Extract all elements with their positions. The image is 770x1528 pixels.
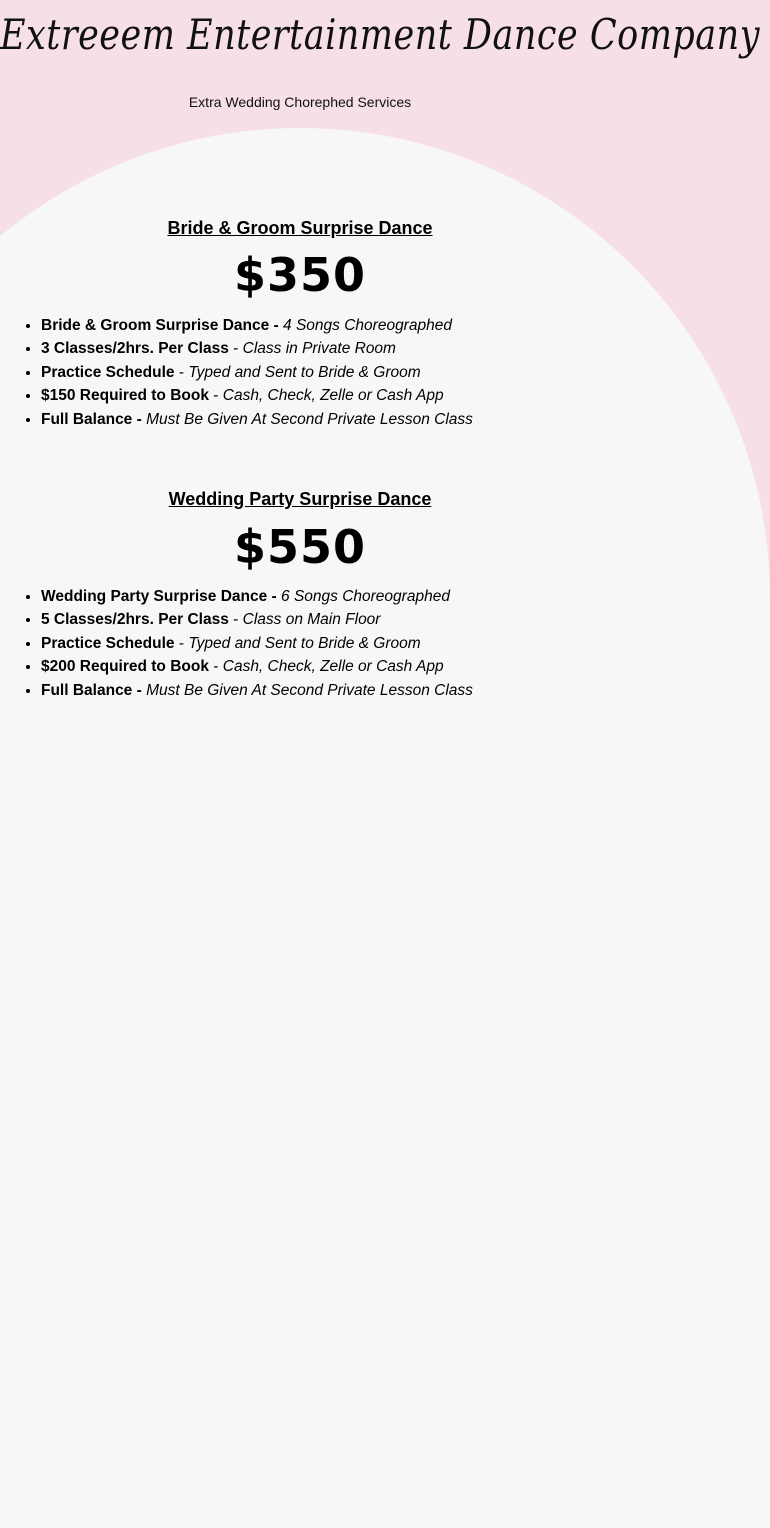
list-item: • $150 Required to Book - Cash, Check, Zelle or Cash App [41,384,473,407]
list-item: • Full Balance - Must Be Given At Second Private Lesson Class [41,679,473,702]
page-subtitle: Extra Wedding Chorephed Services [188,94,412,110]
list-item: • Wedding Party Surprise Dance - 6 Songs Choreographed [41,585,473,608]
list-item: • Full Balance - Must Be Given At Second Private Lesson Class [41,408,473,431]
company-title: Extreeem Entertainment Dance Company [0,12,760,60]
list-item: • Bride & Groom Surprise Dance - 4 Songs Choreographed [41,314,473,337]
feature-list-bride-groom [24,314,473,431]
list-item: • 3 Classes/2hrs. Per Class - Class in Private Room [41,337,473,360]
package-heading-wedding-party: Wedding Party Surprise Dance [168,489,432,509]
list-item: • $200 Required to Book - Cash, Check, Zelle or Cash App [41,655,473,678]
package-heading-bride-groom: Bride & Groom Surprise Dance [167,218,433,238]
feature-list-wedding-party [24,585,473,702]
list-item: • 5 Classes/2hrs. Per Class - Class on Main Floor [41,608,473,631]
list-item: • Practice Schedule - Typed and Sent to Bride & Groom [41,632,473,655]
price-wedding-party: $550 [233,520,367,574]
list-item: • Practice Schedule - Typed and Sent to Bride & Groom [41,361,473,384]
price-bride-groom: $350 [233,248,367,302]
